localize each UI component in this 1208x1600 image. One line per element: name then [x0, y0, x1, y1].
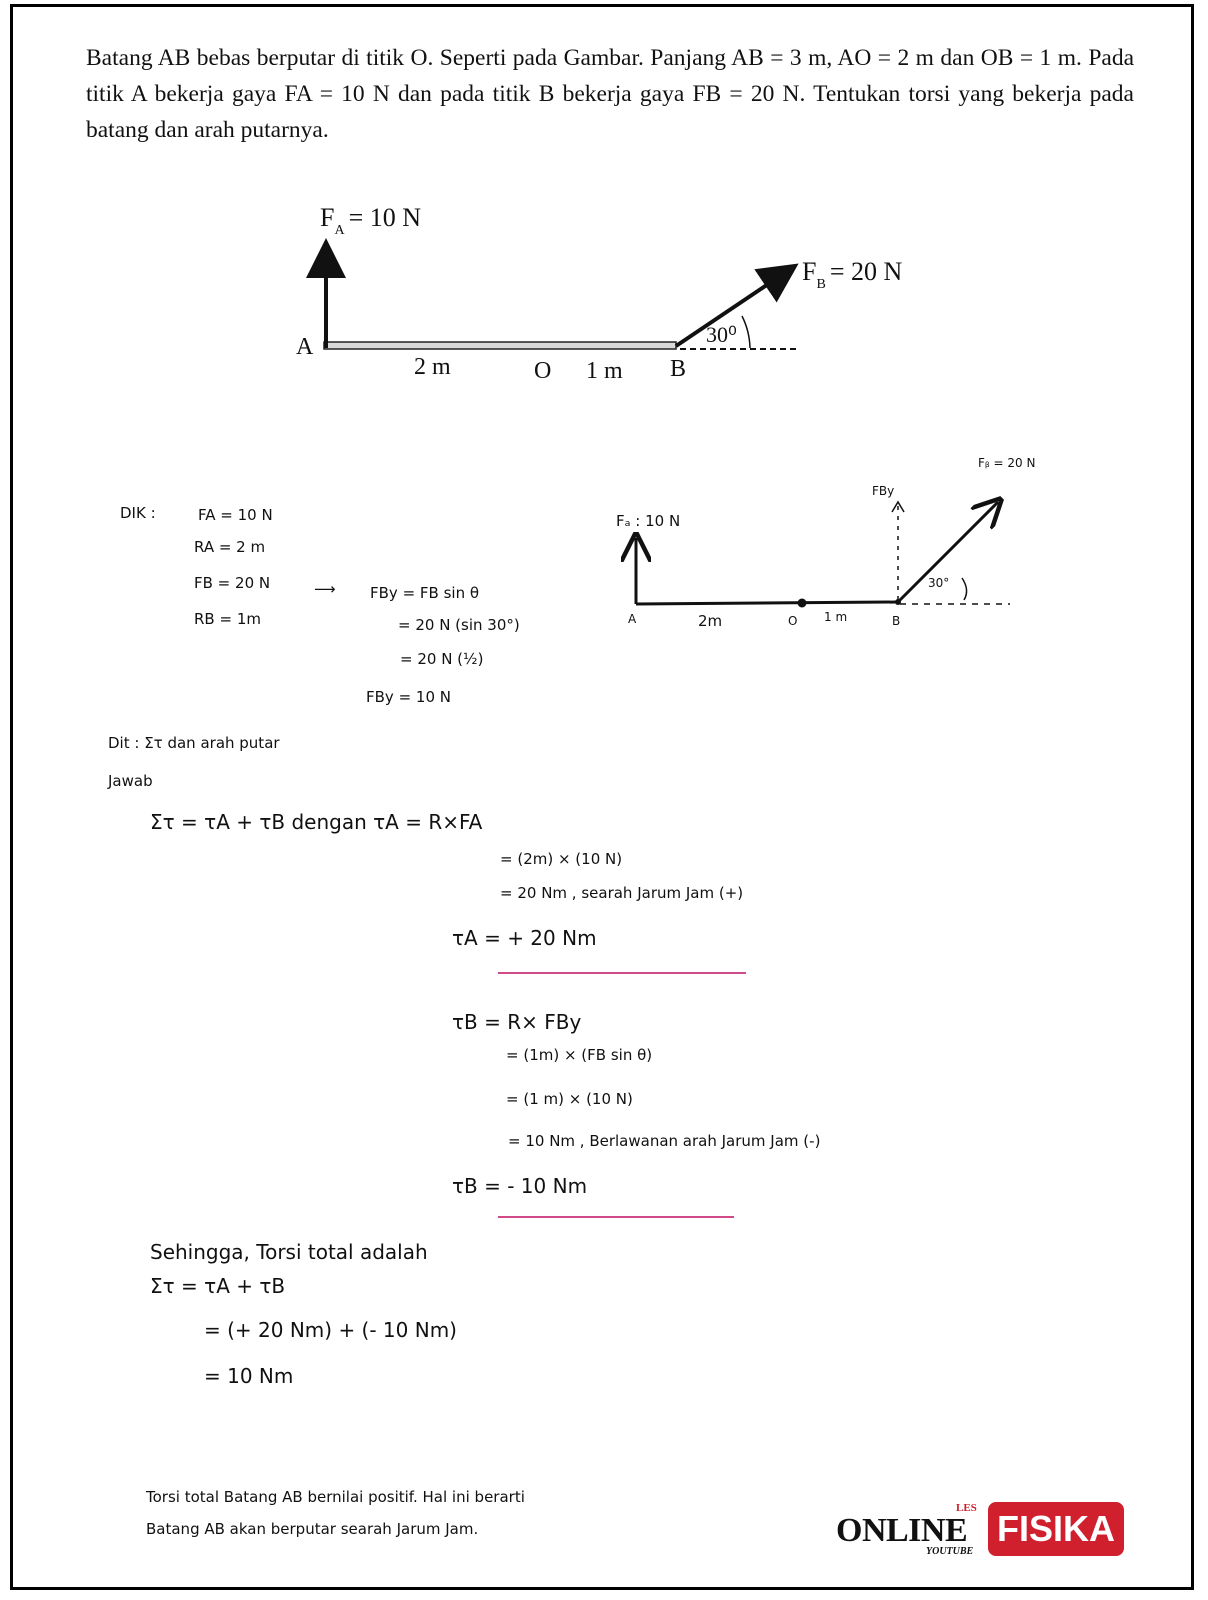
given-fa: FA = 10 N: [198, 506, 273, 524]
sketch-point-o: O: [788, 614, 798, 628]
fby-step-1: = 20 N (sin 30°): [398, 616, 520, 634]
total-line-1: Στ = τA + τB: [150, 1274, 286, 1298]
given-arrow: ⟶: [314, 580, 336, 598]
conclusion-line-1: Torsi total Batang AB bernilai positif. Hal ini berarti: [146, 1488, 525, 1506]
underline-tau-a: [498, 972, 746, 974]
figure-1: [280, 190, 940, 390]
underline-tau-b: [498, 1216, 734, 1218]
length-ao-label: 2 m: [414, 354, 451, 380]
sketch-angle-label: 30°: [928, 576, 950, 590]
given-fb: FB = 20 N: [194, 574, 271, 592]
point-b-label: B: [670, 356, 687, 382]
sketch-fby-label: FBy: [872, 484, 895, 498]
solution-a-4: τA = + 20 Nm: [452, 926, 597, 950]
logo-youtube: YOUTUBE: [926, 1546, 974, 1557]
solution-a-3: = 20 Nm , searah Jarum Jam (+): [500, 884, 744, 902]
sketch-length-ob: 1 m: [824, 610, 848, 624]
logo-les: LES: [956, 1502, 977, 1514]
solution-a-2: = (2m) × (10 N): [500, 850, 623, 868]
solution-b-4: = 10 Nm , Berlawanan arah Jarum Jam (-): [508, 1132, 821, 1150]
problem-statement: Batang AB bebas berputar di titik O. Seperti pada Gambar. Panjang AB = 3 m, AO = 2 m dan OB = 1 m. Pada titik A bekerja gaya FA = 10 N dan pada titik B bekerja gaya FB = 20 N. Tentukan torsi yang bekerja pada batang dan arah putarnya.: [86, 45, 1134, 143]
fby-step-2: = 20 N (½): [400, 650, 484, 668]
sketch-pivot-o: [798, 599, 807, 608]
fby-formula: FBy = FB sin θ: [370, 584, 480, 602]
solution-b-5: τB = - 10 Nm: [452, 1174, 588, 1198]
sketch-bar: [636, 602, 898, 604]
sketch-fb-label: Fᵦ = 20 N: [978, 456, 1036, 470]
given-label: DIK :: [120, 504, 156, 522]
sketch-fa-label: Fₐ : 10 N: [616, 512, 681, 530]
answer-label: Jawab: [108, 772, 153, 790]
point-o-label: O: [534, 358, 552, 384]
fb-label: $F_B = 20$ N: [802, 257, 903, 292]
asked: Dit : Στ dan arah putar: [108, 734, 280, 752]
fa-label: $F_A = 10$ N: [320, 203, 422, 238]
length-ob-label: 1 m: [586, 358, 623, 384]
conclusion-line-2: Batang AB akan berputar searah Jarum Jam.: [146, 1520, 479, 1538]
given-rb: RB = 1m: [194, 610, 261, 628]
total-line-2: = (+ 20 Nm) + (- 10 Nm): [204, 1318, 457, 1342]
given-ra: RA = 2 m: [194, 538, 266, 556]
logo-online: ONLINE: [836, 1512, 968, 1549]
solution-b-1: τB = R× FBy: [452, 1010, 582, 1034]
solution-b-2: = (1m) × (FB sin θ): [506, 1046, 653, 1064]
sketch-point-b: B: [892, 614, 901, 628]
angle-label: 30⁰: [706, 322, 737, 347]
bar-ab: [324, 342, 676, 349]
total-line-3: = 10 Nm: [204, 1364, 294, 1388]
total-intro: Sehingga, Torsi total adalah: [150, 1240, 428, 1264]
fby-result: FBy = 10 N: [366, 688, 451, 706]
point-a-label: A: [296, 334, 314, 360]
sketch-length-ao: 2m: [698, 612, 723, 630]
sketch-point-b: [895, 599, 901, 605]
sketch-point-a: A: [628, 612, 637, 626]
solution-b-3: = (1 m) × (10 N): [506, 1090, 633, 1108]
angle-arc: [742, 316, 750, 348]
logo-fisika: FISIKA: [988, 1502, 1124, 1556]
solution-line-1: Στ = τA + τB dengan τA = R×FA: [150, 810, 483, 834]
logo-online-fisika: [836, 1502, 1126, 1556]
sketch-angle-arc: [962, 578, 967, 600]
